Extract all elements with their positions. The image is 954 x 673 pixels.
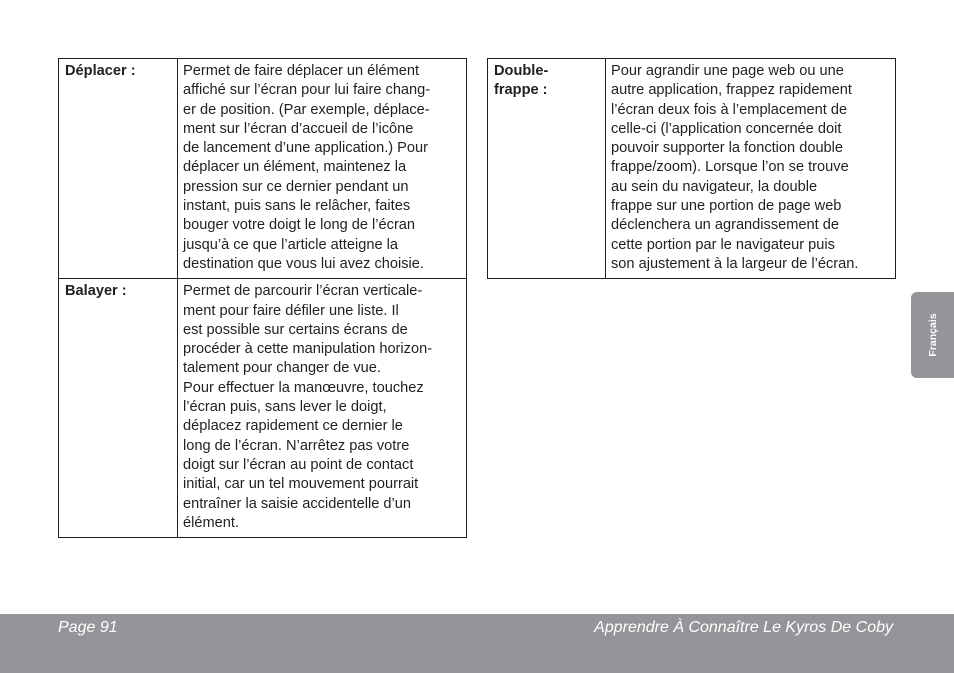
description-line: élément. — [183, 514, 239, 531]
description-line: Permet de faire déplacer un élément — [183, 63, 420, 79]
description-line: Pour agrandir une page web ou une — [611, 63, 844, 79]
description-line: déclenchera un agrandissement de — [611, 217, 839, 234]
description-line: est possible sur certains écrans de — [183, 321, 408, 338]
term-text: Double- — [494, 63, 549, 79]
table-row — [59, 59, 467, 279]
description-line: instant, puis sans le relâcher, faites — [183, 198, 411, 215]
term-cell — [488, 59, 606, 279]
term-text: Déplacer : — [65, 63, 136, 79]
description-line: son ajustement à la largeur de l’écran. — [611, 255, 859, 272]
table-row — [59, 279, 467, 538]
term-cell — [59, 59, 178, 279]
description-line: déplacer un élément, maintenez la — [183, 159, 407, 176]
description-cell — [178, 279, 467, 538]
description-line: affiché sur l’écran pour lui faire chang- — [183, 82, 431, 99]
description-line: long de l’écran. N’arrêtez pas votre — [183, 437, 410, 454]
description-line: initial, car un tel mouvement pourrait — [183, 476, 419, 493]
description-line: autre application, frappez rapidement — [611, 82, 852, 99]
description-line: au sein du navigateur, la double — [611, 178, 818, 195]
description-line: talement pour changer de vue. — [183, 360, 381, 377]
table-row — [488, 59, 896, 279]
description-line: procéder à cette manipulation horizon- — [183, 341, 433, 358]
description-line: frappe sur une portion de page web — [611, 198, 842, 215]
description-line: ment sur l’écran d’accueil de l’icône — [183, 120, 414, 137]
term-text: Balayer : — [65, 283, 127, 300]
term-text: frappe : — [494, 82, 548, 99]
description-cell — [606, 59, 896, 279]
description-line: cette portion par le navigateur puis — [611, 236, 835, 253]
description-line: ment pour faire défiler une liste. Il — [183, 302, 399, 319]
gesture-table-left — [58, 58, 467, 538]
description-line: destination que vous lui avez choisie. — [183, 255, 424, 272]
page-footer — [0, 614, 954, 673]
description-line: celle-ci (l’application concernée doit — [611, 120, 842, 137]
description-line: déplacez rapidement ce dernier le — [183, 418, 403, 435]
description-line: entraîner la saisie accidentelle d’un — [183, 495, 411, 512]
description-line: er de position. (Par exemple, déplace- — [183, 101, 430, 118]
description-cell — [178, 59, 467, 279]
description-line: frappe/zoom). Lorsque l’on se trouve — [611, 159, 849, 176]
description-line: jusqu’à ce que l’article atteigne la — [183, 236, 398, 253]
description-line: Permet de parcourir l’écran verticale- — [183, 283, 423, 300]
description-line: doigt sur l’écran au point de contact — [183, 456, 414, 473]
description-line: pouvoir supporter la fonction double — [611, 140, 844, 157]
description-line: pression sur ce dernier pendant un — [183, 178, 409, 195]
description-line: l’écran deux fois à l’emplacement de — [611, 101, 848, 118]
book-title: Apprendre À Connaître Le Kyros De Coby — [594, 619, 893, 636]
language-tab — [911, 292, 954, 378]
description-line: de lancement d’une application.) Pour — [183, 140, 429, 157]
language-tab-label: Français — [926, 313, 939, 357]
page-number: Page 91 — [58, 619, 118, 636]
description-line: bouger votre doigt le long de l’écran — [183, 217, 416, 234]
description-line: l’écran puis, sans lever le doigt, — [183, 399, 387, 416]
term-cell — [59, 279, 178, 538]
gesture-table-right — [487, 58, 896, 279]
description-line: Pour effectuer la manœuvre, touchez — [183, 379, 424, 396]
